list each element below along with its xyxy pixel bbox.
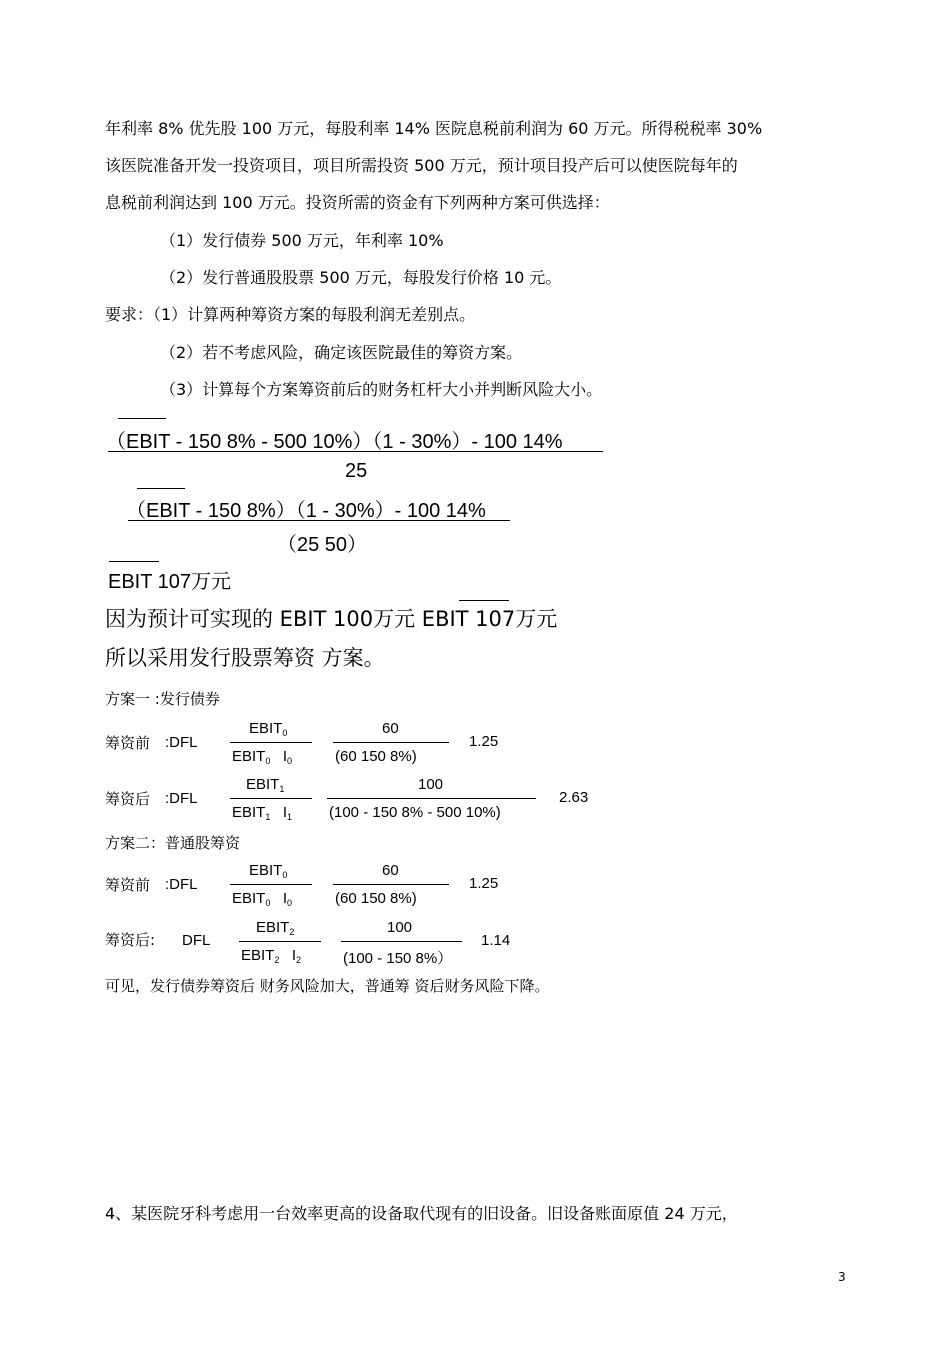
- plan-1-before-numerator: $EBIT_0$: [249, 720, 288, 738]
- because-statement: 因为预计可实现的 EBIT 100万元 EBIT 107万元: [105, 607, 558, 631]
- requirement-1: 要求：（1）计算两种筹资方案的每股利润无差别点。: [105, 305, 476, 324]
- summary-text: 可见，发行债券筹资后 财务风险加大，普通筹 资后财务风险下降。: [105, 977, 550, 995]
- equation-numerator-2: （EBIT - 150 8%）（1 - 30%）- 100 14%: [126, 500, 486, 522]
- plan-2-after-dfl: DFL: [182, 932, 211, 949]
- plan-1-before-fraction-line: [230, 742, 312, 743]
- plan-1-before-result: 1.25: [469, 733, 499, 750]
- plan-2-before-result: 1.25: [469, 875, 499, 892]
- plan-1-before-value-numerator: 60: [382, 720, 399, 737]
- plan-1-after-value-numerator: 100: [418, 776, 444, 793]
- fraction-line-1: [108, 451, 603, 452]
- overline-ebit-2: [137, 488, 185, 489]
- question-4-text: 4、某医院牙科考虑用一台效率更高的设备取代现有的旧设备。旧设备账面原值 24 万元，: [105, 1204, 738, 1223]
- plan-1-before-value-line: [333, 742, 449, 743]
- plan-1-before-value-denominator: (60 150 8%): [335, 748, 417, 765]
- plan-1-after-dfl: :DFL: [165, 790, 198, 807]
- plan-1-after-label: 筹资后: [105, 790, 151, 808]
- intro-line-2: 该医院准备开发一投资项目，项目所需投资 500 万元，预计项目投产后可以使医院每年的: [105, 156, 738, 175]
- plan-1-after-value-line: [327, 798, 536, 799]
- option-1: （1）发行债券 500 万元，年利率 10%: [160, 231, 444, 250]
- fraction-line-2: [128, 520, 510, 521]
- plan-2-after-result: 1.14: [481, 932, 511, 949]
- plan-2-after-label: 筹资后:: [105, 931, 156, 949]
- plan-1-before-dfl: :DFL: [165, 734, 198, 751]
- plan-2-before-dfl: :DFL: [165, 876, 198, 893]
- conclusion-statement: 所以采用发行股票筹资 方案。: [105, 646, 385, 670]
- intro-line-3: 息税前利润达到 100 万元。投资所需的资金有下列两种方案可供选择：: [105, 193, 610, 212]
- page-number: 3: [838, 1270, 846, 1284]
- plan-2-after-value-line: [341, 941, 462, 942]
- plan-1-after-result: 2.63: [559, 789, 589, 806]
- intro-line-1: 年利率 8% 优先股 100 万元，每股利率 14% 医院息税前利润为 60 万元。所得税税率 30%: [105, 119, 763, 138]
- requirement-3: （3）计算每个方案筹资前后的财务杠杆大小并判断风险大小。: [160, 380, 603, 399]
- plan-1-after-denominator: $EBIT_1$ $I_1$: [232, 804, 293, 822]
- plan-2-before-fraction-line: [230, 884, 312, 885]
- equation-numerator-1: （EBIT - 150 8% - 500 10%）（1 - 30%）- 100 14%: [106, 431, 563, 453]
- overline-ebit-3: [109, 561, 159, 562]
- plan-1-title: 方案一 :发行债券: [105, 690, 220, 708]
- plan-1-after-fraction-line: [230, 798, 312, 799]
- equation-denominator-1: 25: [345, 460, 368, 482]
- plan-1-before-denominator: $EBIT_0$ $I_0$: [232, 748, 293, 766]
- equation-result: EBIT 107万元: [108, 571, 232, 593]
- plan-2-title: 方案二：普通股筹资: [105, 834, 241, 852]
- plan-1-after-numerator: $EBIT_1$: [246, 776, 285, 794]
- plan-2-before-value-numerator: 60: [382, 862, 399, 879]
- plan-2-after-numerator: $EBIT_2$: [256, 919, 295, 937]
- option-2: （2）发行普通股股票 500 万元，每股发行价格 10 元。: [160, 268, 562, 287]
- plan-2-after-fraction-line: [239, 941, 321, 942]
- plan-2-before-label: 筹资前: [105, 876, 151, 894]
- requirement-2: （2）若不考虑风险，确定该医院最佳的筹资方案。: [160, 343, 523, 362]
- overline-ebit-1: [118, 418, 166, 419]
- plan-2-after-value-numerator: 100: [387, 919, 413, 936]
- plan-2-after-value-denominator: (100 - 150 8%）: [343, 950, 453, 967]
- equation-denominator-2: （25 50）: [277, 534, 368, 556]
- plan-2-before-numerator: $EBIT_0$: [249, 862, 288, 880]
- plan-2-before-denominator: $EBIT_0$ $I_0$: [232, 890, 293, 908]
- plan-1-after-value-denominator: (100 - 150 8% - 500 10%): [329, 804, 501, 821]
- overline-ebit-4: [459, 600, 509, 601]
- plan-2-before-value-line: [333, 884, 449, 885]
- plan-2-after-denominator: $EBIT_2$ $I_2$: [241, 947, 302, 965]
- plan-1-before-label: 筹资前: [105, 734, 151, 752]
- plan-2-before-value-denominator: (60 150 8%): [335, 890, 417, 907]
